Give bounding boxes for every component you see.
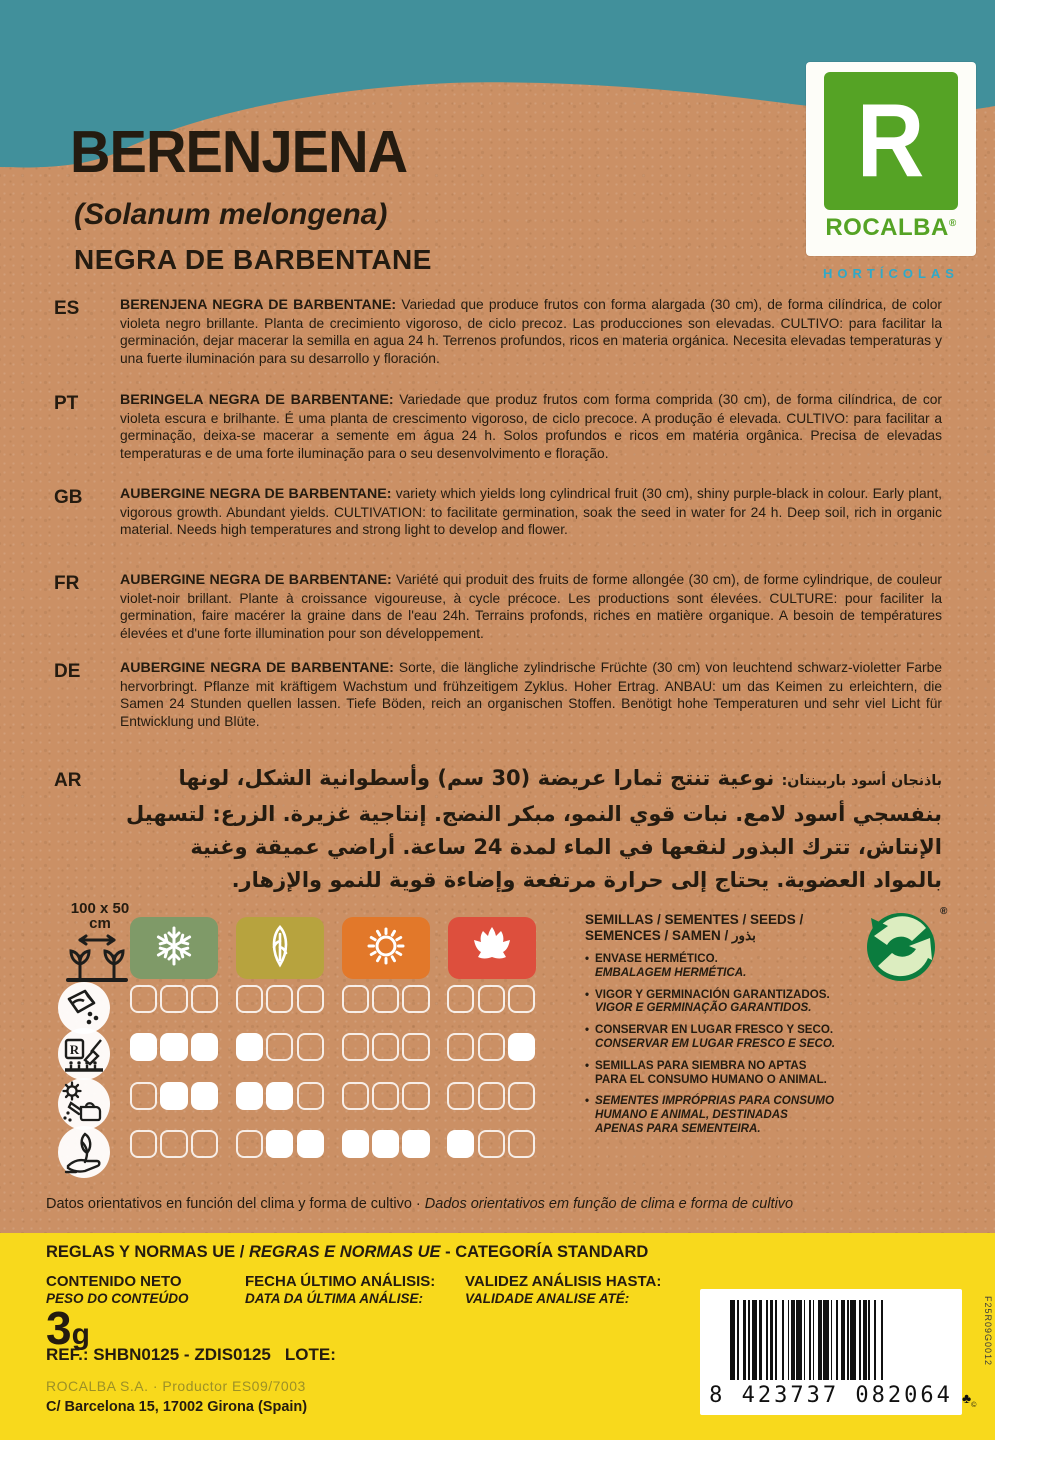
month-cell	[342, 1130, 369, 1158]
description-gb: AUBERGINE NEGRA DE BARBENTANE: variety which yields long cylindrical fruit (30 cm), shiny purple-black in colour. Early plant, vigorous growth. Abundant yields. CULTIVATION: to facilitate germination, soak the seed in water for 24 h. Deep soil, rich in organic material. Needs high temperatures and strong light to develop and flower.	[120, 486, 942, 538]
month-cell	[402, 1082, 429, 1110]
snowflake-icon	[152, 924, 196, 973]
brand-tagline: HORTÍCOLAS	[823, 266, 959, 281]
variety-name: NEGRA DE BARBENTANE	[74, 244, 432, 275]
month-cell	[478, 1130, 505, 1158]
month-cell	[130, 985, 157, 1013]
month-cell	[508, 1130, 535, 1158]
month-cell	[402, 1130, 429, 1158]
calendar-footnote: Datos orientativos en función del clima y forma de cultivo · Dados orientativos em função de clima e forma de cultivo	[46, 1196, 794, 1212]
rocalba-wordmark: ROCALBA®	[825, 214, 957, 241]
month-cell	[342, 1033, 369, 1061]
month-cell	[372, 985, 399, 1013]
printer-mark-icon: $♣_©$	[962, 1390, 977, 1409]
plant-spacing-label: 100 x 50 cm	[70, 900, 130, 932]
month-cell	[191, 1082, 218, 1110]
description-de: AUBERGINE NEGRA DE BARBENTANE: Sorte, die längliche zylindrische Früchte (30 cm) von leuchtend schwarz-violetter Farbe hervorbringt. Pflanze mit kräftigem Wachstum und frühzeitigem Zyklus. Hoher Ertrag. ANBAU: um das Keimen zu erleichtern, die Samen 24 Stunden quellen lassen. Tiefe Böden, reich an organischen Stoffen. Benötigt hohe Temperaturen und sehr viel Licht für Entwicklung und Blüte.	[120, 660, 943, 729]
month-cell	[160, 1130, 187, 1158]
month-cell	[508, 1033, 535, 1061]
month-cell	[130, 1130, 157, 1158]
rocalba-logo	[806, 62, 976, 256]
description-pt: BERINGELA NEGRA DE BARBENTANE: Variedade que produz frutos com forma comprida (30 cm), de forma cilíndrica, de cor violeta escura e brilhante. É uma planta de crescimento vigoroso, de ciclo precoce. A produção é elevada. CULTIVO: para facilitar a germinação, deixa-se macerar a semente em água 24 h. Solos profundos e ricos em matéria orgânica. Precisa de elevadas temperaturas e de uma forte iluminação para o seu desenvolvimento e floração.	[120, 392, 942, 461]
month-cell	[508, 1082, 535, 1110]
calendar-row-seedbed-sowing	[130, 1033, 539, 1061]
month-cell	[266, 1082, 293, 1110]
month-cell	[342, 985, 369, 1013]
season-autumn	[448, 917, 536, 979]
latin-name: (Solanum melongena)	[74, 198, 388, 231]
month-cell	[236, 1130, 263, 1158]
seed-note: • VIGOR Y GERMINACIÓN GARANTIZADOS. VIGOR E GERMINAÇÃO GARANTIDOS.	[585, 988, 885, 1016]
footer-band	[0, 1233, 995, 1440]
month-cell	[191, 1033, 218, 1061]
page-title: BERENJENA	[70, 119, 408, 185]
lang-label-de: DE	[54, 661, 81, 682]
description-fr: AUBERGINE NEGRA DE BARBENTANE: Variété qui produit des fruits de forme allongée (30 cm), de forme cylindrique, de couleur violet-noir brillant. Plante à croissance vigoureuse, à cycle précoce. Les productions sont élevées. CULTURE: pour faciliter la germination, faire macérer la graine dans de l'eau 24h. Terrains profonds, riches en matière organique. A besoin de températures élevées et d'une forte illumination pour son développement.	[120, 572, 942, 641]
print-code: F25R09G0012	[983, 1296, 993, 1367]
address-line: C/ Barcelona 15, 17002 Girona (Spain)	[46, 1399, 308, 1415]
eu-rules-line: REGLAS Y NORMAS UE / REGRAS E NORMAS UE - CATEGORÍA STANDARD	[46, 1243, 649, 1261]
month-cell	[478, 1082, 505, 1110]
producer-line: ROCALBA S.A. · Productor ES09/7003	[46, 1378, 306, 1394]
svg-text:R: R	[69, 1042, 80, 1057]
analysis-validity-label: VALIDEZ ANÁLISIS HASTA: VALIDADE ANALISE ATÉ:	[465, 1273, 662, 1306]
month-cell	[402, 1033, 429, 1061]
rocalba-logo-mark	[824, 72, 958, 210]
season-header-row	[130, 917, 536, 979]
month-cell	[266, 985, 293, 1013]
month-cell	[236, 1033, 263, 1061]
maple-leaf-icon	[470, 924, 514, 973]
lang-label-gb: GB	[54, 487, 83, 508]
lang-label-fr: FR	[54, 573, 80, 594]
month-cell	[508, 985, 535, 1013]
month-cell	[160, 985, 187, 1013]
seed-note: • ENVASE HERMÉTICO. EMBALAGEM HERMÉTICA.	[585, 952, 885, 980]
description-es: BERENJENA NEGRA DE BARBENTANE: Variedad que produce frutos con forma alargada (30 cm), de forma cilíndrica, de color violeta negro brillante. Planta de crecimiento vigoroso, de ciclo precoz. Las producciones son elevadas. CULTIVO: para facilitar la germinación, dejar macerar la semilla en agua 24 h. Terrenos profundos, ricos en materia orgánica. Necesita elevadas temperaturas y una fuerte iluminación para su desarrollo y floración.	[120, 297, 942, 366]
seed-note: • CONSERVAR EN LUGAR FRESCO Y SECO. CONSERVAR EM LUGAR FRESCO E SECO.	[585, 1023, 885, 1051]
green-dot-recycling-icon: ®	[862, 908, 940, 991]
month-cell	[236, 1082, 263, 1110]
month-cell	[342, 1082, 369, 1110]
month-cell	[447, 1033, 474, 1061]
calendar-row-direct-sowing	[130, 985, 539, 1013]
month-cell	[447, 1130, 474, 1158]
season-winter	[130, 917, 218, 979]
barcode	[700, 1289, 962, 1415]
seeds-heading: SEMILLAS / SEMENTES / SEEDS / SEMENCES / SAMEN / بذور	[585, 912, 804, 943]
month-cell	[160, 1033, 187, 1061]
analysis-date-label: FECHA ÚLTIMO ANÁLISIS: DATA DA ÚLTIMA ANÁLISE:	[245, 1273, 436, 1306]
harvest-icon	[56, 1124, 112, 1180]
month-cell	[297, 1082, 324, 1110]
reference-lot-line: REF.: SHBN0125 - ZDIS0125 LOTE:	[46, 1345, 336, 1364]
description-ar: باذنجان أسود باربينتان: نوعية تنتج ثمارا عريضة (30 سم) وأسطوانية الشكل، لونها بنفسجي أسود لامع. نبات قوي النمو، مبكر النضج. إنتاجية غزيرة. الزرع: لتسهيل الإنتاش، تترك البذور لنقعها في الماء لمدة 24 ساعة. أراضي عميقة وغنية بالمواد العضوية. يحتاج إلى حرارة مرتفعة وإضاءة قوية للنمو والإزهار.	[126, 766, 942, 892]
sprout-icon	[258, 924, 302, 973]
month-cell	[266, 1033, 293, 1061]
month-cell	[236, 985, 263, 1013]
month-cell	[130, 1082, 157, 1110]
month-cell	[191, 1130, 218, 1158]
net-content-label: CONTENIDO NETO PESO DO CONTEÚDO	[46, 1273, 189, 1306]
net-weight: 3g	[46, 1302, 90, 1354]
month-cell	[372, 1033, 399, 1061]
lang-label-pt: PT	[54, 393, 79, 414]
lang-label-es: ES	[54, 298, 80, 319]
sun-icon	[364, 924, 408, 973]
month-cell	[402, 985, 429, 1013]
seed-notes-list	[585, 952, 885, 1144]
month-cell	[447, 985, 474, 1013]
season-summer	[342, 917, 430, 979]
month-cell	[372, 1130, 399, 1158]
month-cell	[160, 1082, 187, 1110]
month-cell	[130, 1033, 157, 1061]
lang-label-ar: AR	[54, 770, 82, 791]
calendar-row-harvest	[130, 1130, 539, 1158]
month-cell	[478, 985, 505, 1013]
seed-note: • SEMENTES IMPRÓPRIAS PARA CONSUMO HUMANO E ANIMAL, DESTINADAS APENAS PARA SEMENTEIRA.	[585, 1094, 885, 1135]
barcode-bars	[730, 1300, 885, 1380]
month-cell	[447, 1082, 474, 1110]
season-spring	[236, 917, 324, 979]
seedbed-sowing-icon	[56, 1026, 112, 1082]
month-cell	[297, 1130, 324, 1158]
month-cell	[191, 985, 218, 1013]
calendar-row-transplanting	[130, 1082, 539, 1110]
seed-note: • SEMILLAS PARA SIEMBRA NO APTAS PARA EL CONSUMO HUMANO O ANIMAL.	[585, 1059, 885, 1087]
rocalba-r-letter: R	[857, 83, 925, 199]
month-cell	[372, 1082, 399, 1110]
month-cell	[297, 1033, 324, 1061]
month-cell	[297, 985, 324, 1013]
barcode-digits: 8 423737 082064	[709, 1383, 953, 1408]
month-cell	[478, 1033, 505, 1061]
month-cell	[266, 1130, 293, 1158]
